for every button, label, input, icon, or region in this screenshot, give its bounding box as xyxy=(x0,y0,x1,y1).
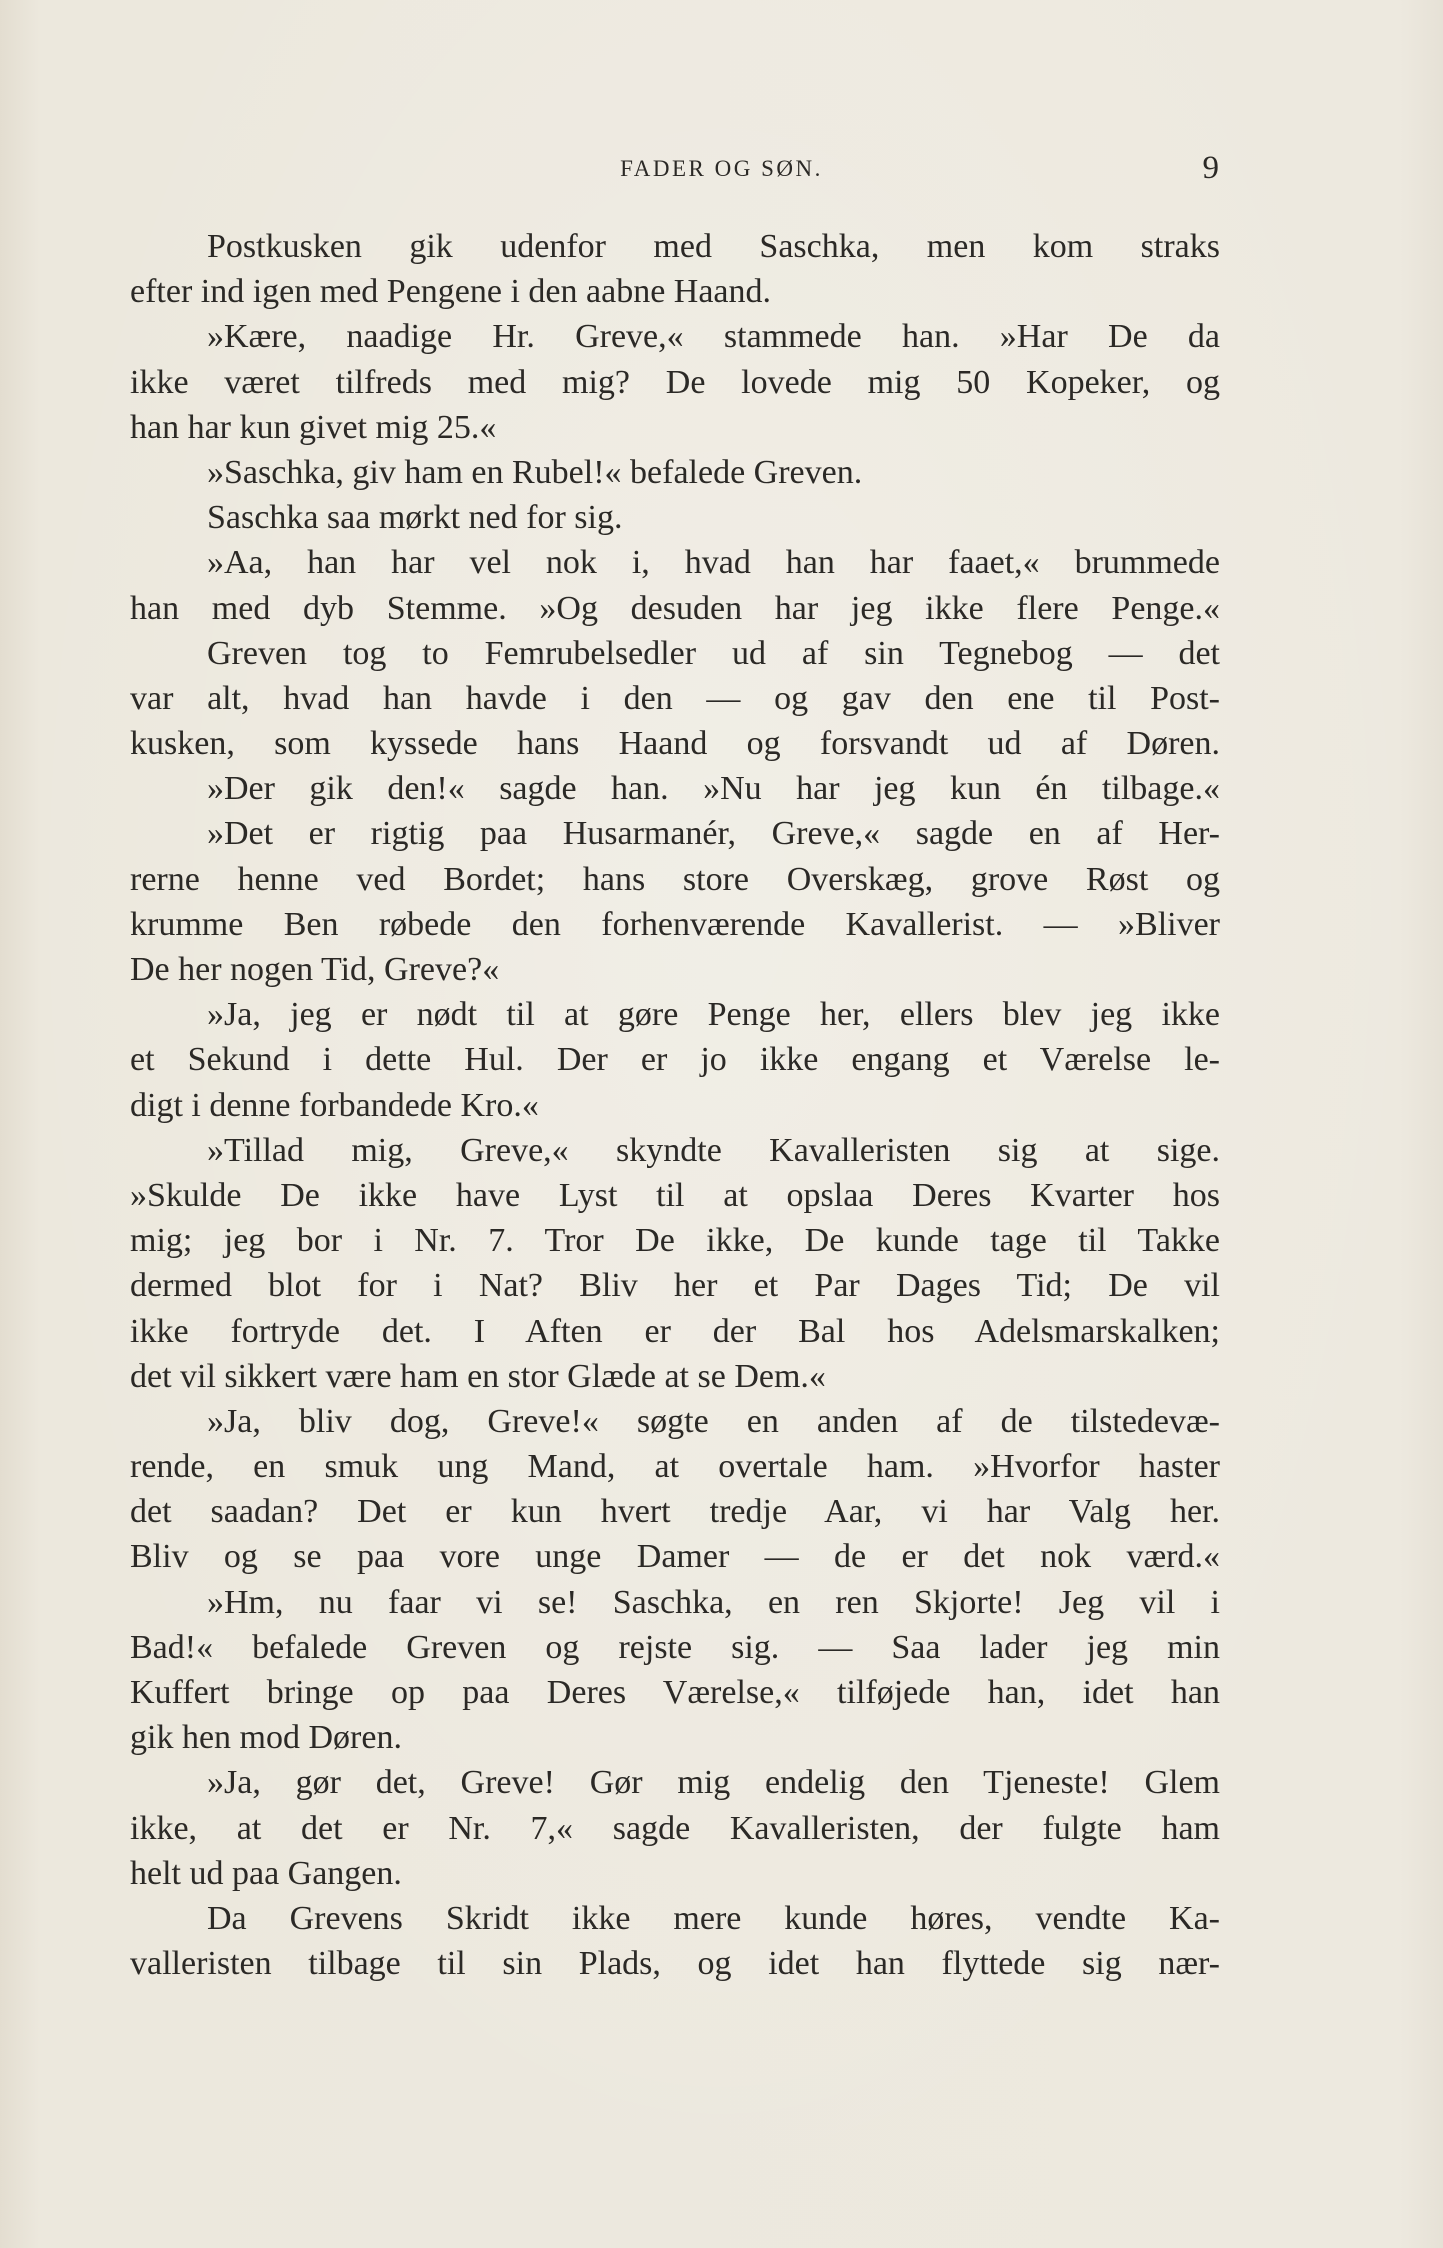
text-line: »Det er rigtig paa Husarmanér, Greve,« sagde en af Her- xyxy=(207,815,1220,853)
text-line: »Saschka, giv ham en Rubel!« befalede Greven. xyxy=(207,453,863,491)
running-head xyxy=(0,150,1443,190)
text-line: Da Grevens Skridt ikke mere kunde høres, vendte Ka- xyxy=(207,1899,1220,1937)
text-line: mig; jeg bor i Nr. 7. Tror De ikke, De kunde tage til Takke xyxy=(130,1222,1220,1260)
text-line: ikke, at det er Nr. 7,« sagde Kavalleristen, der fulgte ham xyxy=(130,1809,1220,1847)
running-title: FADER OG SØN. xyxy=(620,156,823,181)
text-line: De her nogen Tid, Greve?« xyxy=(130,951,500,988)
text-line: helt ud paa Gangen. xyxy=(130,1854,402,1892)
text-line: »Hm, nu faar vi se! Saschka, en ren Skjorte! Jeg vil i xyxy=(207,1583,1220,1621)
text-line: Saschka saa mørkt ned for sig. xyxy=(207,499,623,537)
text-line: Greven tog to Femrubelsedler ud af sin Tegnebog — det xyxy=(207,634,1220,672)
text-line: Bliv og se paa vore unge Damer — de er det nok værd.« xyxy=(130,1538,1220,1576)
text-line: »Ja, bliv dog, Greve!« søgte en anden af de tilstedevæ- xyxy=(207,1402,1220,1440)
text-line: dermed blot for i Nat? Bliv her et Par Dages Tid; De vil xyxy=(130,1267,1220,1305)
text-line: et Sekund i dette Hul. Der er jo ikke engang et Værelse le- xyxy=(130,1041,1220,1079)
text-line: »Tillad mig, Greve,« skyndte Kavalleristen sig at sige. xyxy=(207,1131,1220,1169)
text-line: gik hen mod Døren. xyxy=(130,1719,402,1757)
page-number: 9 xyxy=(1202,150,1219,186)
text-line: det vil sikkert være ham en stor Glæde at se Dem.« xyxy=(130,1357,826,1395)
text-line: han har kun givet mig 25.« xyxy=(130,408,497,446)
text-line: »Aa, han har vel nok i, hvad han har faaet,« brummede xyxy=(207,544,1220,582)
text-line: var alt, hvad han havde i den — og gav den ene til Post- xyxy=(130,679,1220,717)
text-line: valleristen tilbage til sin Plads, og idet han flyttede sig nær- xyxy=(130,1945,1220,1983)
text-line: Kuffert bringe op paa Deres Værelse,« tilføjede han, idet han xyxy=(130,1674,1220,1711)
text-line: »Ja, gør det, Greve! Gør mig endelig den Tjeneste! Glem xyxy=(207,1764,1220,1802)
text-line: han med dyb Stemme. »Og desuden har jeg ikke flere Penge.« xyxy=(130,589,1220,627)
text-line: rende, en smuk ung Mand, at overtale ham. »Hvorfor haster xyxy=(130,1448,1220,1486)
text-line: efter ind igen med Pengene i den aabne Haand. xyxy=(130,273,772,311)
text-line: »Der gik den!« sagde han. »Nu har jeg kun én tilbage.« xyxy=(207,770,1220,808)
text-line: rerne henne ved Bordet; hans store Overskæg, grove Røst og xyxy=(130,860,1220,898)
text-line: Bad!« befalede Greven og rejste sig. — Saa lader jeg min xyxy=(130,1628,1220,1666)
text-line: det saadan? Det er kun hvert tredje Aar, vi har Valg her. xyxy=(130,1493,1220,1531)
text-line: »Skulde De ikke have Lyst til at opslaa Deres Kvarter hos xyxy=(130,1176,1220,1214)
text-line: ikke fortryde det. I Aften er der Bal hos Adelsmarskalken; xyxy=(130,1312,1220,1350)
text-line: kusken, som kyssede hans Haand og forsvandt ud af Døren. xyxy=(130,725,1220,763)
text-line: »Kære, naadige Hr. Greve,« stammede han. »Har De da xyxy=(207,318,1220,356)
text-line: ikke været tilfreds med mig? De lovede mig 50 Kopeker, og xyxy=(130,363,1220,401)
text-line: krumme Ben røbede den forhenværende Kavallerist. — »Bliver xyxy=(130,905,1220,943)
body-text xyxy=(130,224,1220,1986)
text-line: »Ja, jeg er nødt til at gøre Penge her, ellers blev jeg ikke xyxy=(207,996,1220,1034)
text-line: digt i denne forbandede Kro.« xyxy=(130,1086,539,1124)
text-line: Postkusken gik udenfor med Saschka, men kom straks xyxy=(207,228,1220,265)
